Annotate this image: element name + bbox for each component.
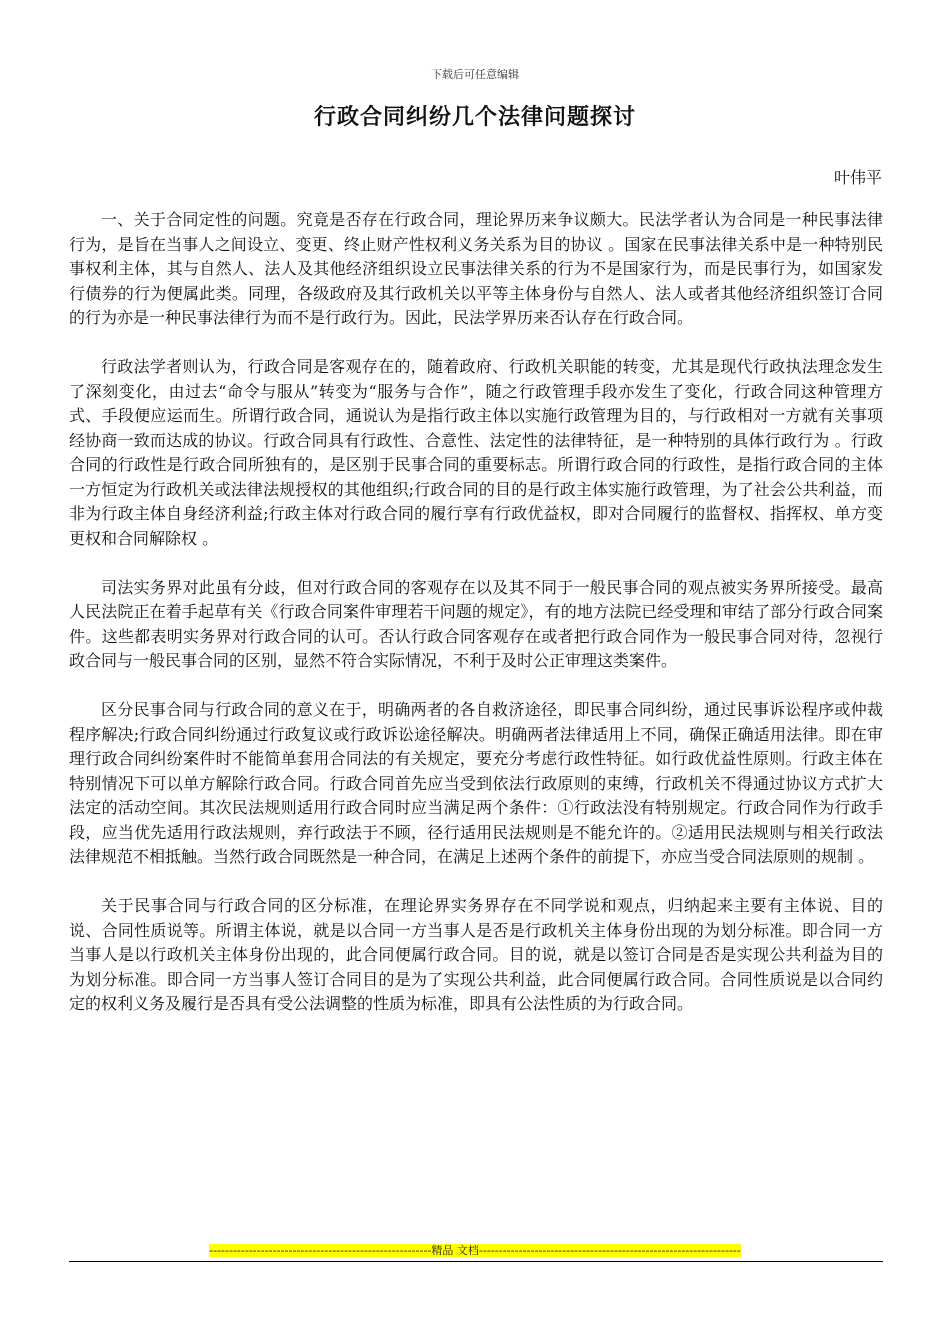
document-body	[69, 208, 883, 1041]
document-title: 行政合同纠纷几个法律问题探讨	[313, 104, 636, 130]
paragraph-3: 司法实务界对此虽有分歧，但对行政合同的客观存在以及其不同于一般民事合同的观点被实务界所接受。最高人民法院正在着手起草有关《行政合同案件审理若干问题的规定》，有的地方法院已经受理和审结了部分行政合同案件。这些都表明实务界对行政合同的认可。否认行政合同客观存在或者把行政合同作为一般民事合同对待，忽视行政合同与一般民事合同的区别，显然不符合实际情况，不利于及时公正审理这类案件。	[69, 577, 883, 670]
paragraph-4: 区分民事合同与行政合同的意义在于，明确两者的各自救济途径，即民事合同纠纷，通过民事诉讼程序或仲裁程序解决;行政合同纠纷通过行政复议或行政诉讼途径解决。明确两者法律适用上不同，确保正确适用法律。即在审理行政合同纠纷案件时不能简单套用合同法的有关规定，要充分考虑行政性特征。如行政优益性原则。行政主体在特别情况下可以单方解除行政合同。行政合同首先应当受到依法行政原则的束缚，行政机关不得通过协议方式扩大法定的活动空间。其次民法规则适用行政合同时应当满足两个条件：①行政法没有特别规定。行政合同作为行政手段，应当优先适用行政法规则，弃行政法于不顾，径行适用民法规则是不能允许的。②适用民法规则与相关行政法法律规范不相抵触。当然行政合同既然是一种合同，在满足上述两个条件的前提下，亦应当受合同法原则的规制 。	[69, 700, 883, 866]
paragraph-1: 一、关于合同定性的问题。究竟是否存在行政合同，理论界历来争议颇大。民法学者认为合同是一种民事法律行为，是旨在当事人之间设立、变更、终止财产性权利义务关系为目的协议 。国家在民事法律关系中是一种特别民事权利主体，其与自然人、法人及其他经济组织设立民事法律关系的行为不是国家行为，而是民事行为，如国家发行债券的行为便属此类。同理，各级政府及其行政机关以平等主体身份与自然人、法人或者其他经济组织签订合同的行为亦是一种民事法律行为而不是行政行为。因此，民法学界历来否认存在行政合同。	[69, 210, 883, 327]
footer-watermark-text: --------------------------------------------------------精品 文档------------------------------------------------------------------	[209, 1244, 741, 1257]
paragraph-5: 关于民事合同与行政合同的区分标准，在理论界实务界存在不同学说和观点，归纳起来主要有主体说、目的说、合同性质说等。所谓主体说，就是以合同一方当事人是否是行政机关主体身份出现的为划分标准。即合同一方当事人是以行政机关主体身份出现的，此合同便属行政合同。目的说，就是以签订合同是否是实现公共利益为目的为划分标准。即合同一方当事人签订合同目的是为了实现公共利益，此合同便属行政合同。合同性质说是以合同约定的权利义务及履行是否具有受公法调整的性质为标准，即具有公法性质的为行政合同。	[69, 896, 883, 1013]
header-note: 下载后可任意编辑	[431, 68, 519, 81]
author-name: 叶伟平	[833, 168, 882, 187]
footer-divider	[69, 1261, 883, 1262]
footer	[0, 1244, 950, 1258]
paragraph-2: 行政法学者则认为，行政合同是客观存在的，随着政府、行政机关职能的转变，尤其是现代行政执法理念发生了深刻变化，由过去“命令与服从”转变为“服务与合作”，随之行政管理手段亦发生了变化，行政合同这种管理方式、手段便应运而生。所谓行政合同，通说认为是指行政主体以实施行政管理为目的，与行政相对一方就有关事项经协商一致而达成的协议。行政合同具有行政性、合意性、法定性的法律特征，是一种特别的具体行政行为 。行政合同的行政性是行政合同所独有的，是区别于民事合同的重要标志。所谓行政合同的行政性，是指行政合同的主体一方恒定为行政机关或法律法规授权的其他组织;行政合同的目的是行政主体实施行政管理，为了社会公共利益，而非为行政主体自身经济利益;行政主体对行政合同的履行享有行政优益权，即对合同履行的监督权、指挥权、单方变更权和合同解除权 。	[69, 357, 883, 548]
